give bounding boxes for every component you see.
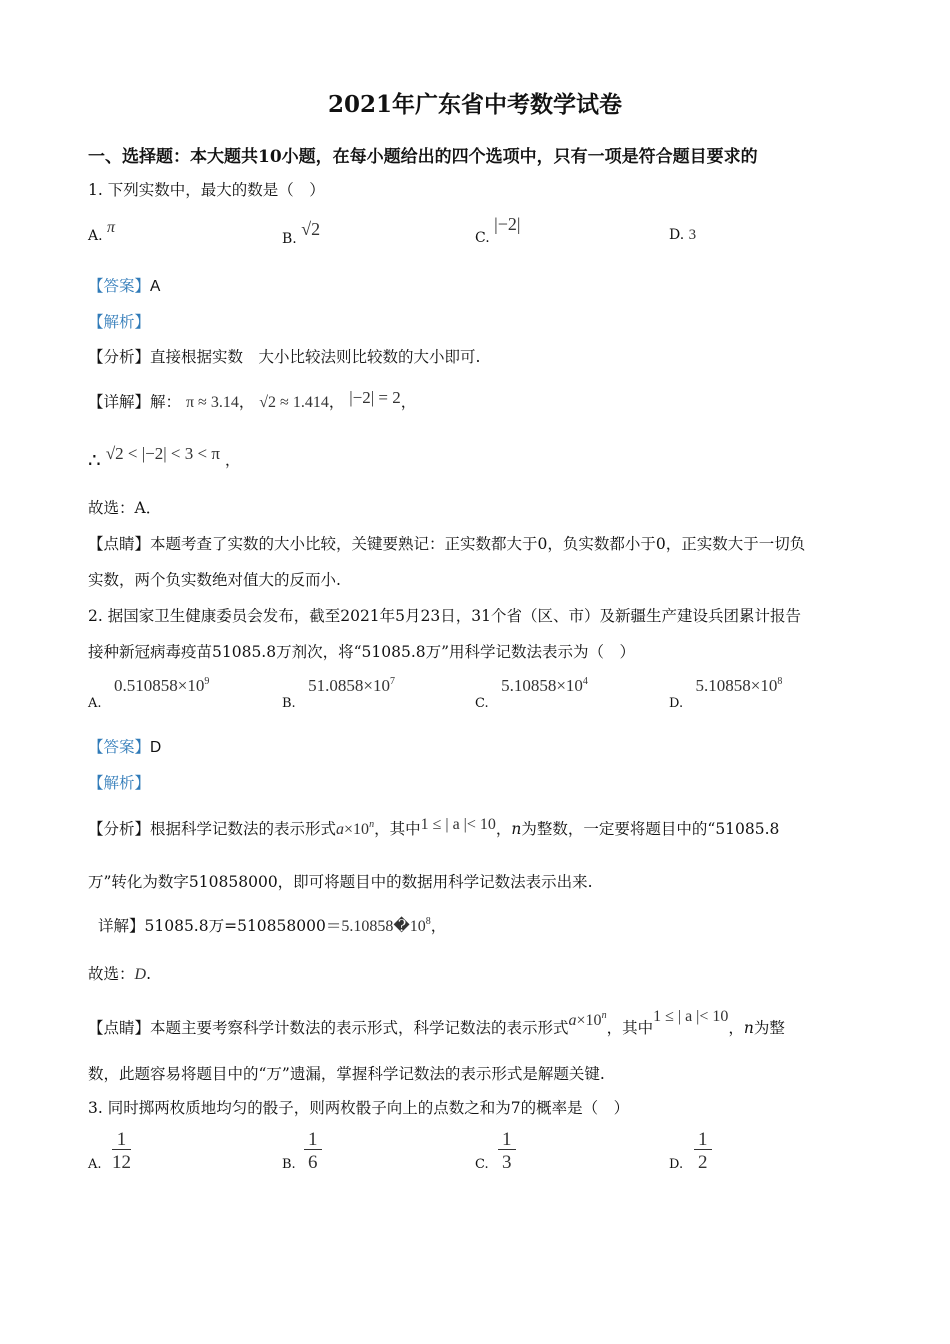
option-exp: 4 [582, 676, 588, 687]
form-exp: n [601, 1010, 607, 1021]
q2-analysis-tag: 【解析】 [88, 774, 151, 792]
q3-option-a-fraction [112, 1130, 131, 1172]
detail-math-abs: |−2| = 2 [349, 388, 401, 407]
option-value: 3 [688, 227, 697, 243]
q3-option-d-label: D. [669, 1157, 684, 1172]
denominator: 3 [502, 1152, 512, 1173]
dianjing-text: 本题考查了实数的大小比较，关键要熟记：正实数都大于0，负实数都小于0，正实数大于一切负 [150, 535, 806, 553]
fenxi-text: 直接根据实数 大小比较法则比较数的大小即可. [150, 348, 481, 366]
option-label: D. [669, 227, 685, 243]
dianjing-tag: 【点睛】 [88, 1019, 151, 1037]
option-exp: 9 [204, 676, 210, 687]
q3-option-b-label: B. [282, 1157, 296, 1172]
choose-end: . [146, 965, 152, 983]
option-label: B. [282, 696, 296, 711]
form-exp: n [369, 819, 375, 830]
option-label: A. [88, 696, 102, 711]
section-heading: 一、选择题：本大题共10小题，在每小题给出的四个选项中，只有一项是符合题目要求的 [88, 147, 758, 167]
q3-option-d-fraction [694, 1130, 712, 1172]
denominator: 2 [698, 1152, 708, 1173]
therefore-symbol: ∴ [88, 448, 101, 472]
option-label: D. [669, 696, 684, 711]
q2-fenxi-1 [88, 817, 779, 839]
numerator: 1 [694, 1130, 712, 1150]
option-base: 51.0858×10 [308, 676, 390, 695]
q1-option-d [669, 227, 696, 244]
option-value: π [107, 219, 116, 236]
option-value: √2 [301, 219, 321, 239]
option-label: C. [475, 230, 490, 246]
answer-value: A [150, 278, 161, 295]
q1-choose: 故选：A． [88, 499, 162, 517]
q2-option-a [88, 676, 210, 711]
form-a: a [568, 1012, 577, 1029]
q1-option-c [475, 214, 521, 246]
q1-stem: 1. 下列实数中，最大的数是（ ） [88, 181, 325, 199]
q3-option-c-label: C. [475, 1157, 489, 1172]
fenxi-text: 为整数，一定要将题目中的“51085.8 [521, 820, 780, 838]
form-b: ×10 [576, 1012, 602, 1029]
denominator: 6 [308, 1152, 318, 1173]
dianjing-tag: 【点睛】 [88, 535, 151, 553]
q2-choose [88, 962, 151, 984]
range-math: 1 ≤ | a |< 10 [420, 816, 496, 833]
q1-option-b [282, 219, 321, 247]
detail-exp: 8 [425, 916, 431, 927]
q2-option-b [282, 676, 395, 711]
option-base: 5.10858×10 [695, 676, 778, 695]
detail-math: 5.10858�10 [341, 918, 426, 935]
detail-suffix: ， [430, 917, 447, 935]
q3-option-a-label: A. [88, 1157, 102, 1172]
q2-detail [98, 914, 446, 936]
dianjing-text: ，其中 [606, 1019, 654, 1037]
q1-fenxi [88, 345, 480, 367]
fenxi-text: 根据科学记数法的表示形式 [150, 820, 337, 838]
q2-dianjing-2: 数，此题容易将题目中的“万”遗漏，掌握科学记数法的表示形式是解题关键. [88, 1065, 605, 1083]
n-var: n [511, 820, 522, 838]
q2-fenxi-2: 万”转化为数字510858000，即可将题目中的数据用科学记数法表示出来. [88, 873, 593, 891]
choose-letter: D [134, 966, 147, 983]
page-title: 2021年广东省中考数学试卷 [327, 91, 622, 118]
answer-tag: 【答案】 [88, 277, 151, 295]
q2-answer [88, 735, 161, 757]
fenxi-text: ，其中 [374, 820, 421, 838]
q1-analysis-tag: 【解析】 [88, 313, 151, 331]
numerator: 1 [112, 1130, 131, 1150]
q1-dianjing-2: 实数，两个负实数绝对值大的反而小. [88, 571, 341, 589]
option-label: B. [282, 231, 297, 247]
q1-answer [88, 274, 160, 296]
q1-chain: ∴ √2 < |−2| < 3 < π ， [88, 444, 241, 472]
choose-prefix: 故选： [88, 965, 135, 983]
option-exp: 7 [389, 676, 395, 687]
detail-tag: 【详解】 [88, 393, 151, 411]
q3-option-b-fraction [304, 1130, 322, 1172]
range-math: 1 ≤ | a |< 10 [653, 1008, 729, 1025]
answer-value: D [150, 739, 162, 756]
option-value: |−2| [494, 214, 521, 234]
chain-math: √2 < |−2| < 3 < π [105, 444, 220, 463]
q2-option-d [669, 676, 783, 711]
q1-dianjing-1 [88, 532, 805, 554]
q2-stem-1: 2. 据国家卫生健康委员会发布，截至2021年5月23日，31个省（区、市）及新疆生产建设兵团累计报告 [88, 607, 801, 625]
numerator: 1 [304, 1130, 322, 1150]
form-b: ×10 [344, 821, 370, 838]
q2-dianjing-1: 【点睛】本题主要考察科学计数法的表示形式，科学记数法的表示形式$a\times 10^n$，其中1 ≤ | a |< 10，n为整 [88, 1008, 785, 1037]
q2-option-c [475, 676, 588, 711]
detail-math-pi: π ≈ 3.14 [185, 394, 239, 411]
option-label: C. [475, 696, 489, 711]
dianjing-text: 本题主要考察科学计数法的表示形式，科学记数法的表示形式 [150, 1019, 569, 1037]
option-base: 5.10858×10 [501, 676, 583, 695]
form-a: a [336, 821, 345, 838]
q2-stem-2: 接种新冠病毒疫苗51085.8万剂次，将“51085.8万”用科学记数法表示为（ ） [88, 643, 636, 661]
n-var: n [743, 1019, 754, 1037]
fenxi-tag: 【分析】 [88, 820, 151, 838]
detail-prefix: 详解】51085.8万=510858000＝ [98, 917, 342, 935]
detail-prefix: 解： [150, 393, 182, 411]
option-label: A. [88, 228, 103, 244]
denominator: 12 [112, 1152, 131, 1173]
q1-option-a [88, 219, 116, 245]
q3-stem: 3. 同时掷两枚质地均匀的骰子，则两枚骰子向上的点数之和为7的概率是（ ） [88, 1099, 630, 1117]
option-base: 0.510858×10 [113, 676, 205, 695]
dianjing-text: 为整 [753, 1019, 785, 1037]
option-exp: 8 [777, 676, 783, 687]
q3-option-c-fraction [498, 1130, 516, 1172]
q1-detail: 【详解】解： π ≈ 3.14， √2 ≈ 1.414， |−2| = 2， [88, 388, 417, 411]
fenxi-text: ， [495, 820, 512, 838]
answer-tag: 【答案】 [88, 738, 151, 756]
detail-math-sqrt: √2 ≈ 1.414 [259, 394, 329, 411]
fenxi-tag: 【分析】 [88, 348, 151, 366]
numerator: 1 [498, 1130, 516, 1150]
